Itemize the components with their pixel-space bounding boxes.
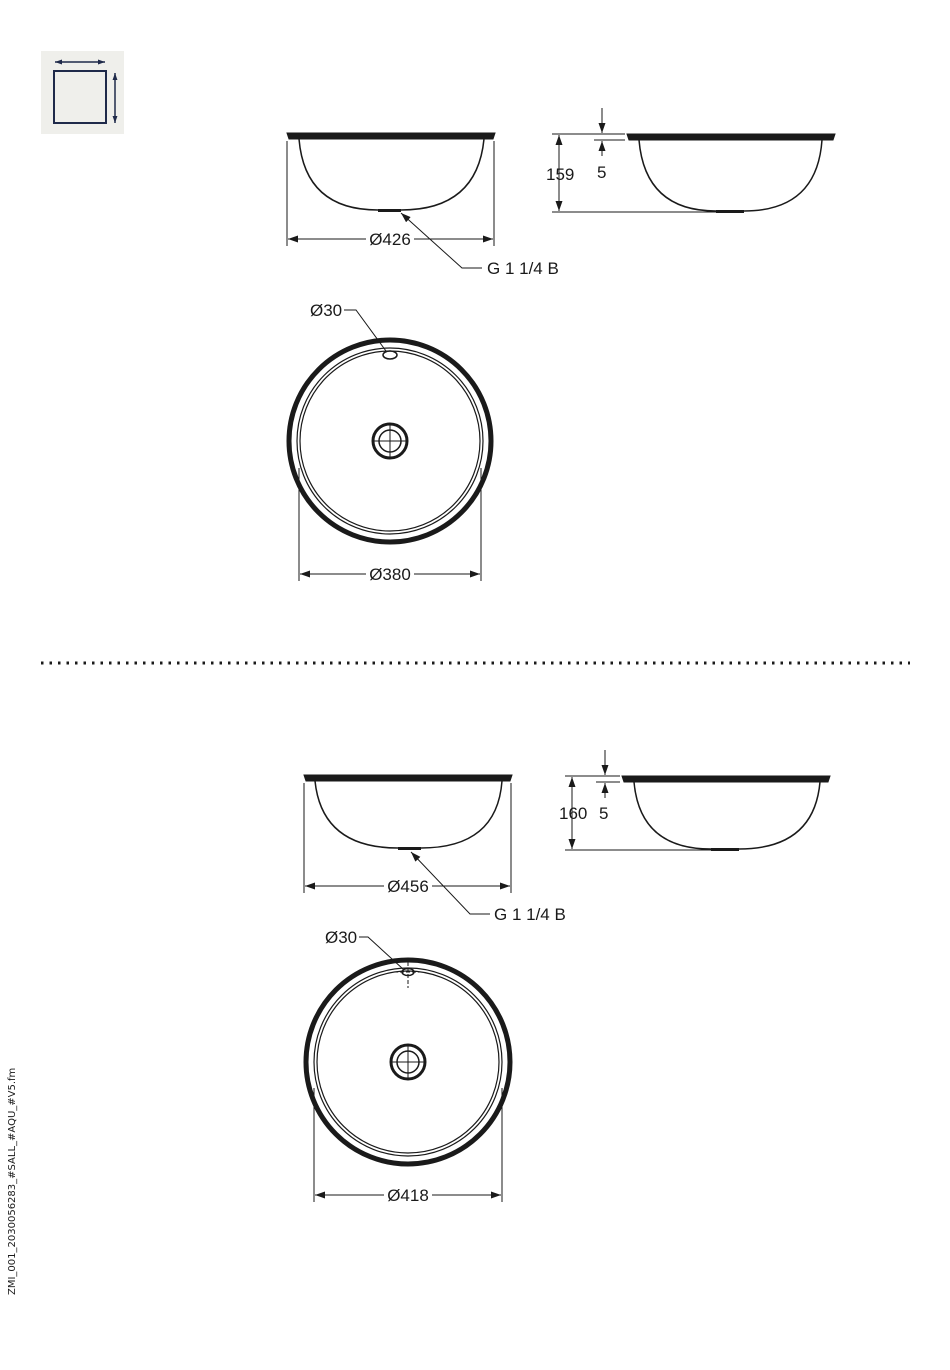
sink-1-outer-diameter: Ø426	[369, 230, 411, 249]
sink-2-rim-thickness: 5	[599, 804, 609, 823]
sink-2-overflow-diameter: Ø30	[325, 928, 358, 947]
file-reference: ZMI_001_2030056283_#SALL_#AQU_#V5.fm	[7, 1067, 18, 1295]
width-height-dimensions-icon	[41, 51, 124, 134]
sink-1-overflow-diameter: Ø30	[310, 301, 343, 320]
sink-1-height: 159	[546, 165, 575, 184]
sink-1-drain-thread: G 1 1/4 B	[487, 259, 559, 278]
sink-2-top-view	[306, 937, 510, 1202]
sink-1-side-view	[552, 108, 835, 213]
sink-1-top-view	[289, 310, 491, 581]
sink-2-inner-diameter: Ø418	[387, 1186, 429, 1205]
sink-1-inner-diameter: Ø380	[369, 565, 411, 584]
sink-2-side-view	[565, 750, 830, 851]
sink-2-outer-diameter: Ø456	[387, 877, 429, 896]
sink-2-height: 160	[559, 804, 588, 823]
sink-2-drain-thread: G 1 1/4 B	[494, 905, 566, 924]
sink-1-rim-thickness: 5	[597, 163, 607, 182]
